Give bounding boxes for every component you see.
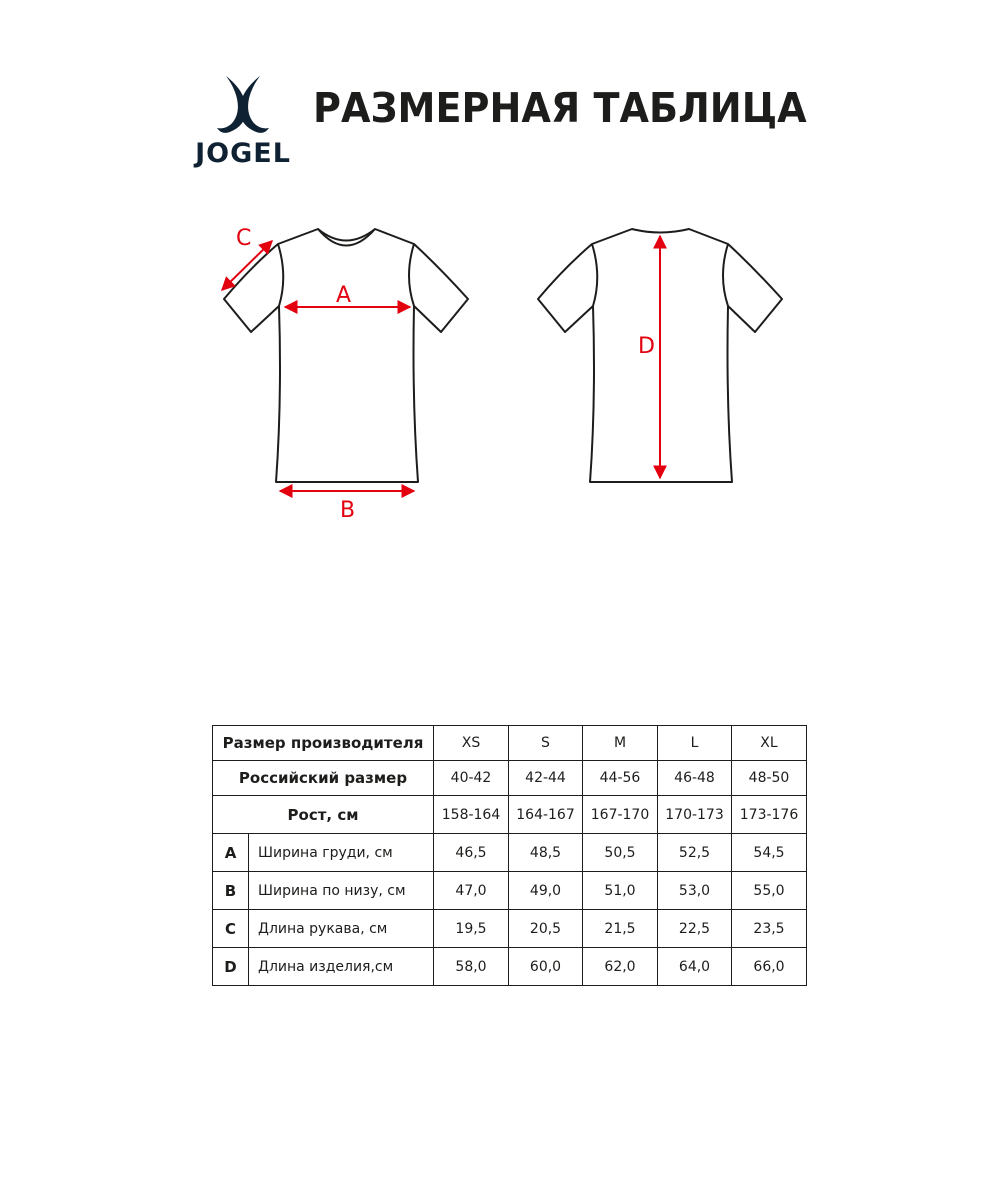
table-row-measurement-a [213,834,807,872]
height-cell: 167-170 [583,796,658,834]
measurement-value: 23,5 [732,910,807,948]
measurement-value: 19,5 [434,910,509,948]
measurement-value: 50,5 [583,834,658,872]
measurement-value: 53,0 [658,872,732,910]
measurement-value: 58,0 [434,948,509,986]
tshirt-front-icon [224,229,468,482]
tshirt-measurement-diagram [0,0,1000,560]
measurement-value: 49,0 [509,872,583,910]
russian-size-cell: 48-50 [732,761,807,796]
height-cell: 170-173 [658,796,732,834]
russian-size-cell: 40-42 [434,761,509,796]
measurement-code: B [213,872,249,910]
manufacturer-size-label: Размер производителя [213,726,434,761]
measurement-code: C [213,910,249,948]
size-cell: M [583,726,658,761]
label-b: B [340,498,356,523]
table-row-measurement-b [213,872,807,910]
russian-size-cell: 46-48 [658,761,732,796]
size-cell: S [509,726,583,761]
page-title: РАЗМЕРНАЯ ТАБЛИЦА [313,84,807,132]
measurement-value: 21,5 [583,910,658,948]
height-cell: 158-164 [434,796,509,834]
measurement-value: 20,5 [509,910,583,948]
measurement-label: Длина изделия,см [249,948,434,986]
measurement-label: Ширина по низу, см [249,872,434,910]
label-d: D [638,334,655,359]
size-table [212,725,807,986]
measurement-value: 51,0 [583,872,658,910]
brand-name: JOGEL [195,138,291,169]
size-cell: L [658,726,732,761]
table-row-russian-size [213,761,807,796]
measurement-value: 54,5 [732,834,807,872]
measurement-label: Длина рукава, см [249,910,434,948]
measurement-value: 46,5 [434,834,509,872]
measurement-value: 60,0 [509,948,583,986]
measurement-value: 52,5 [658,834,732,872]
measurement-value: 55,0 [732,872,807,910]
russian-size-cell: 44-56 [583,761,658,796]
label-a: A [336,283,352,308]
measurement-value: 64,0 [658,948,732,986]
height-cell: 173-176 [732,796,807,834]
size-cell: XS [434,726,509,761]
measurement-value: 66,0 [732,948,807,986]
measurement-label: Ширина груди, см [249,834,434,872]
label-c: C [236,226,252,251]
measurement-value: 47,0 [434,872,509,910]
measurement-value: 48,5 [509,834,583,872]
height-cell: 164-167 [509,796,583,834]
measurement-code: A [213,834,249,872]
table-row-measurement-c [213,910,807,948]
measurement-code: D [213,948,249,986]
height-label: Рост, см [213,796,434,834]
russian-size-cell: 42-44 [509,761,583,796]
table-row-height [213,796,807,834]
measurement-value: 62,0 [583,948,658,986]
russian-size-label: Российский размер [213,761,434,796]
table-row-measurement-d [213,948,807,986]
table-row-manufacturer-size [213,726,807,761]
size-cell: XL [732,726,807,761]
measurement-value: 22,5 [658,910,732,948]
